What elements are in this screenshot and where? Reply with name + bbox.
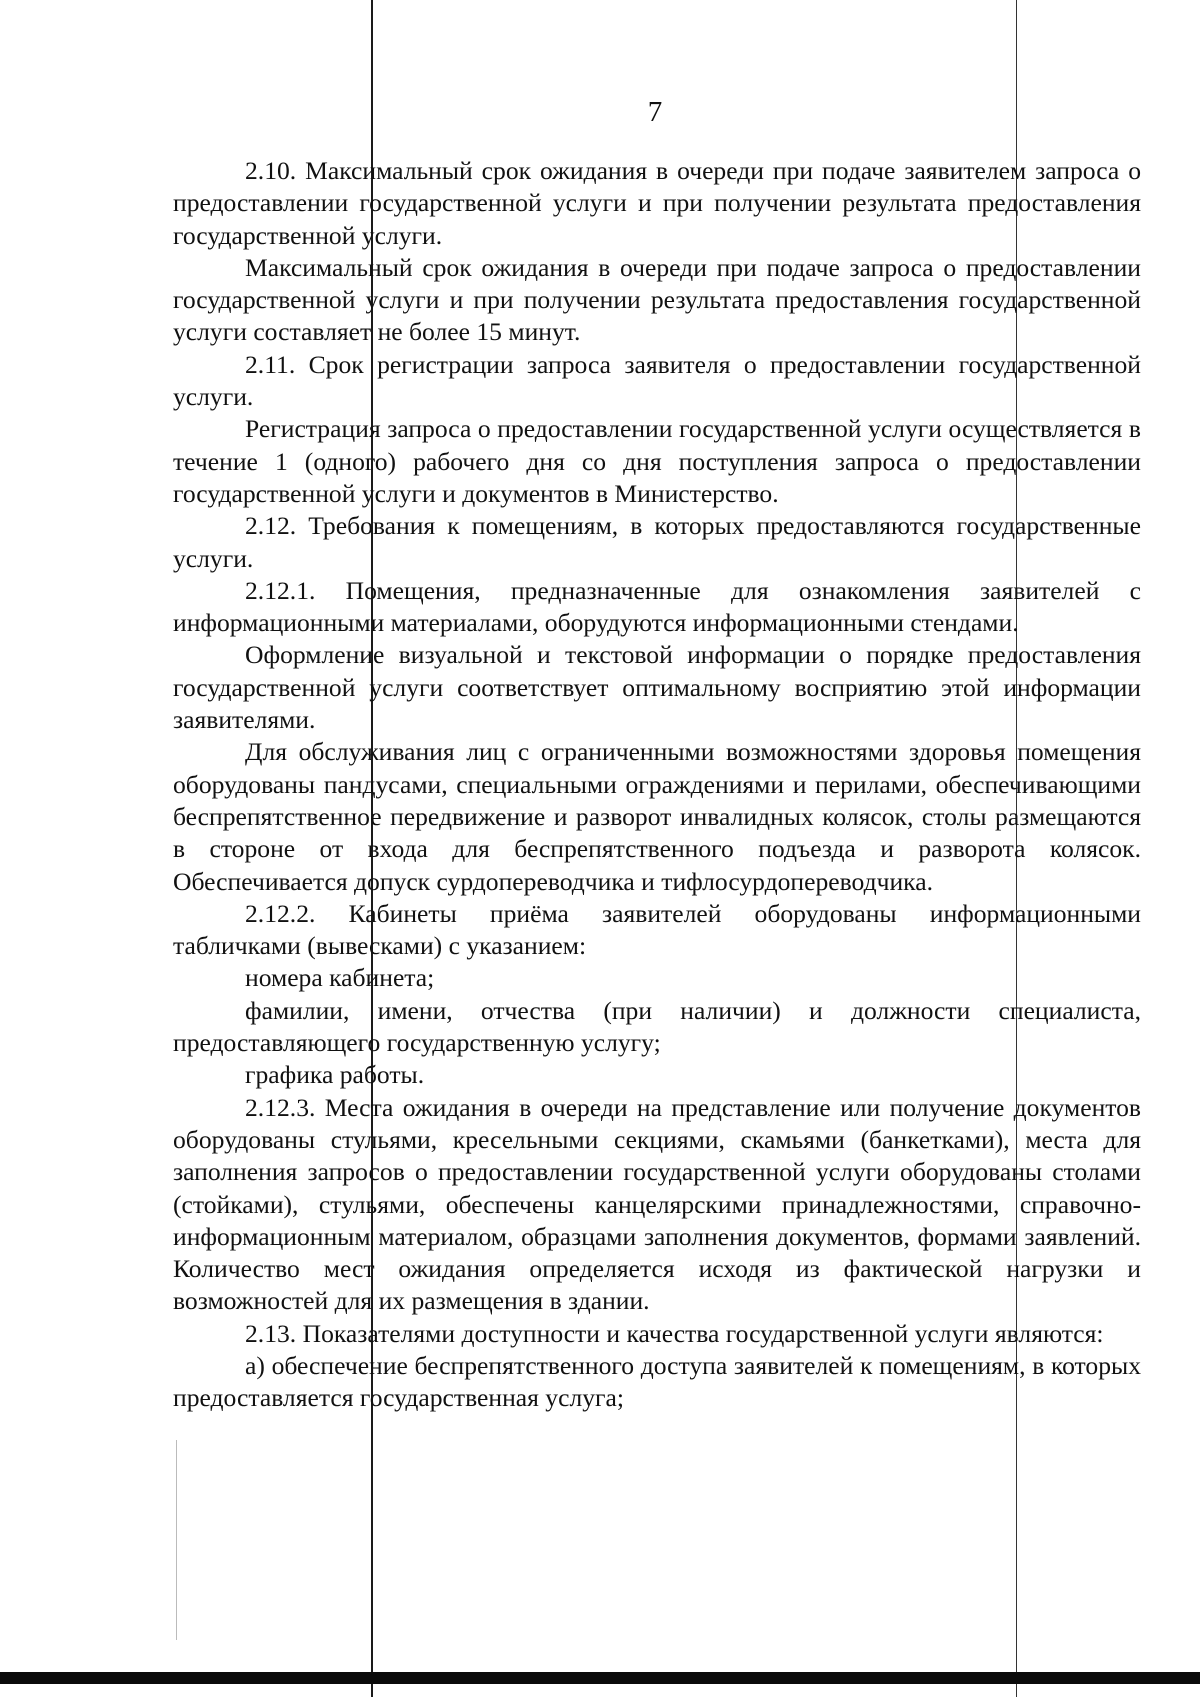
- paragraph: 2.12.3. Места ожидания в очереди на представление или получение документов оборудованы стульями, кресельными секциями, скамьями (банкетками), места для заполнения запросов о предоставлении государственной услуги оборудованы столами (стойками), стульями, обеспечены канцелярскими принадлежностями, справочно-информационным материалом, образцами заполнения документов, формами заявлений. Количество мест ожидания определяется исходя из фактической нагрузки и возможностей для их размещения в здании.: [173, 1092, 1141, 1316]
- list-item: номера кабинета;: [245, 963, 435, 993]
- paragraph: 2.12.1. Помещения, предназначенные для ознакомления заявителей с информационными материалами, оборудуются информационными стендами.: [173, 575, 1141, 638]
- page-number: 7: [647, 96, 663, 128]
- list-item: фамилии, имени, отчества (при наличии) и должности специалиста, предоставляющего государственную услугу;: [173, 995, 1141, 1058]
- scan-artifact-line: [176, 1440, 177, 1640]
- list-item: а) обеспечение беспрепятственного доступа заявителей к помещениям, в которых предоставляется государственная услуга;: [173, 1350, 1141, 1413]
- paragraph: Для обслуживания лиц с ограниченными возможностями здоровья помещения оборудованы пандусами, специальными ограждениями и перилами, обеспечивающими беспрепятственное передвижение и разворот инвалидных колясок, столы размещаются в стороне от входа для беспрепятственного подъезда и разворота колясок. Обеспечивается допуск сурдопереводчика и тифлосурдопереводчика.: [173, 737, 1141, 896]
- paragraph: Регистрация запроса о предоставлении государственной услуги осуществляется в течение 1 (одного) рабочего дня со дня поступления запроса о предоставлении государственной услуги и документов в Министерство.: [173, 414, 1141, 508]
- paragraph: 2.11. Срок регистрации запроса заявителя о предоставлении государственной услуги.: [173, 349, 1141, 412]
- paragraph: 2.12.2. Кабинеты приёма заявителей оборудованы информационными табличками (вывесками) с указанием:: [173, 898, 1141, 961]
- paragraph: 2.12. Требования к помещениям, в которых предоставляются государственные услуги.: [173, 511, 1141, 573]
- paragraph: Оформление визуальной и текстовой информации о порядке предоставления государственной услуги соответствует оптимальному восприятию этой информации заявителями.: [173, 640, 1141, 735]
- document-body: [173, 155, 1141, 1415]
- paragraph: 2.13. Показателями доступности и качества государственной услуги являются:: [245, 1318, 1104, 1348]
- paragraph: Максимальный срок ожидания в очереди при подаче запроса о предоставлении государственной услуги и при получении результата предоставления государственной услуги составляет не более 15 минут.: [173, 252, 1141, 347]
- scan-bottom-edge: [0, 1672, 1200, 1684]
- list-item: графика работы.: [245, 1060, 425, 1090]
- paragraph: 2.10. Максимальный срок ожидания в очереди при подаче заявителем запроса о предоставлении государственной услуги и при получении результата предоставления государственной услуги.: [173, 156, 1141, 250]
